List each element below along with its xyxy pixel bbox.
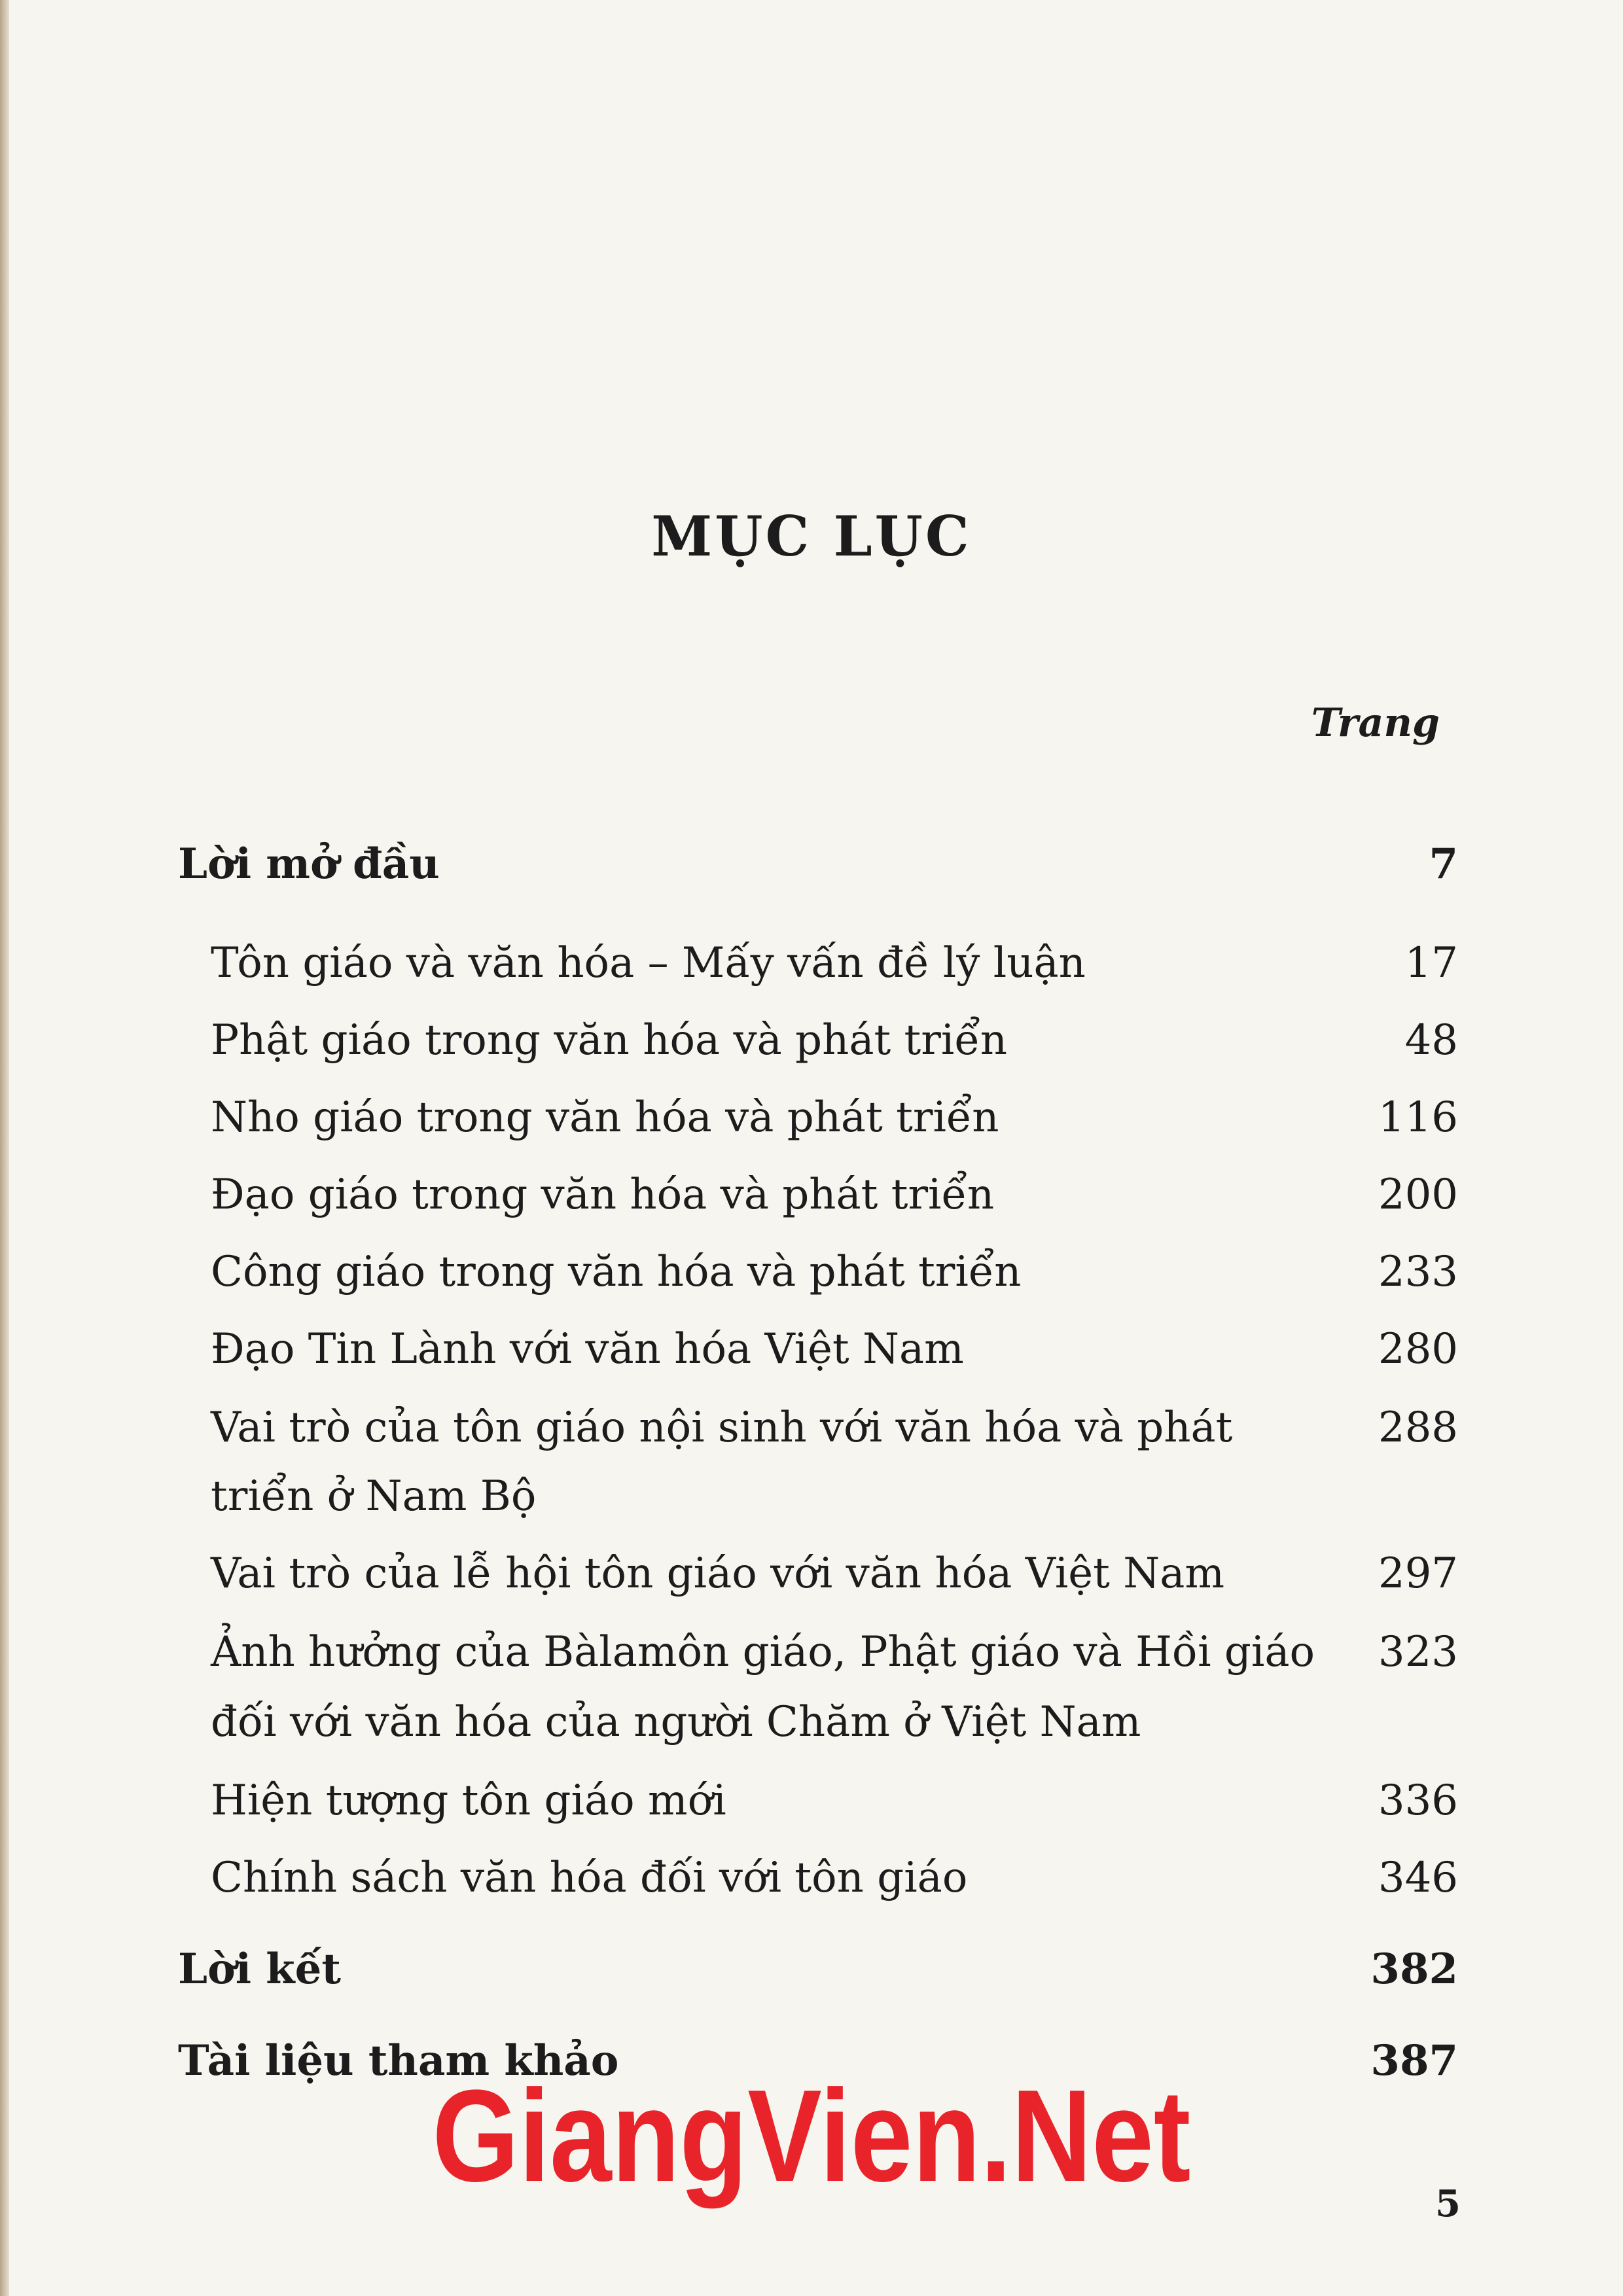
toc-entry-page: 116 — [1378, 1093, 1458, 1142]
page-column-label: Trang — [1311, 700, 1440, 746]
toc-entry-page: 17 — [1404, 939, 1458, 987]
toc-entry-page: 323 — [1378, 1628, 1458, 1676]
toc-entry-title: Đạo Tin Lành với văn hóa Việt Nam — [211, 1325, 964, 1373]
toc-entry-title: Đạo giáo trong văn hóa và phát triển — [211, 1171, 995, 1219]
toc-entry-title: Vai trò của lễ hội tôn giáo với văn hóa Việt Nam — [211, 1549, 1225, 1598]
toc-entry-page: 288 — [1378, 1404, 1458, 1452]
toc-entry-page: 233 — [1378, 1248, 1458, 1296]
watermark: GiangVien.Net — [432, 2063, 1191, 2209]
toc-entry-page: 7 — [1429, 839, 1458, 889]
toc-entry-title: Công giáo trong văn hóa và phát triển — [211, 1248, 1022, 1296]
toc-entry-title: Tôn giáo và văn hóa – Mấy vấn đề lý luận — [211, 939, 1086, 987]
toc-entry-page: 387 — [1370, 2036, 1458, 2085]
page-left-edge — [0, 0, 9, 2296]
toc-entry-page: 200 — [1378, 1171, 1458, 1219]
toc-entry-title: Lời mở đầu — [178, 839, 440, 889]
toc-entry-title-line-2: đối với văn hóa của người Chăm ở Việt Nam — [211, 1698, 1141, 1746]
toc-entry-page: 346 — [1378, 1854, 1458, 1902]
toc-entry-page: 48 — [1404, 1016, 1458, 1065]
toc-entry-title: Lời kết — [178, 1945, 341, 1994]
toc-entry-title-line-1: Vai trò của tôn giáo nội sinh với văn hóa và phát — [211, 1404, 1233, 1452]
toc-entry-page: 336 — [1378, 1776, 1458, 1825]
toc-entry-page: 382 — [1370, 1945, 1458, 1994]
toc-entry-page: 297 — [1378, 1549, 1458, 1598]
toc-entry-title: Hiện tượng tôn giáo mới — [211, 1776, 726, 1825]
toc-entry-title: Chính sách văn hóa đối với tôn giáo — [211, 1854, 968, 1902]
page-number: 5 — [1435, 2182, 1461, 2225]
toc-entry-title: Nho giáo trong văn hóa và phát triển — [211, 1093, 999, 1142]
toc-entry-title: Tài liệu tham khảo — [178, 2036, 619, 2085]
toc-entry-page: 280 — [1378, 1325, 1458, 1373]
toc-entry-title-line-1: Ảnh hưởng của Bàlamôn giáo, Phật giáo và Hồi giáo — [211, 1628, 1315, 1676]
toc-entry-title-line-2: triển ở Nam Bộ — [211, 1472, 537, 1521]
toc-entry-title: Phật giáo trong văn hóa và phát triển — [211, 1016, 1007, 1065]
page-title: MỤC LỤC — [651, 504, 972, 569]
